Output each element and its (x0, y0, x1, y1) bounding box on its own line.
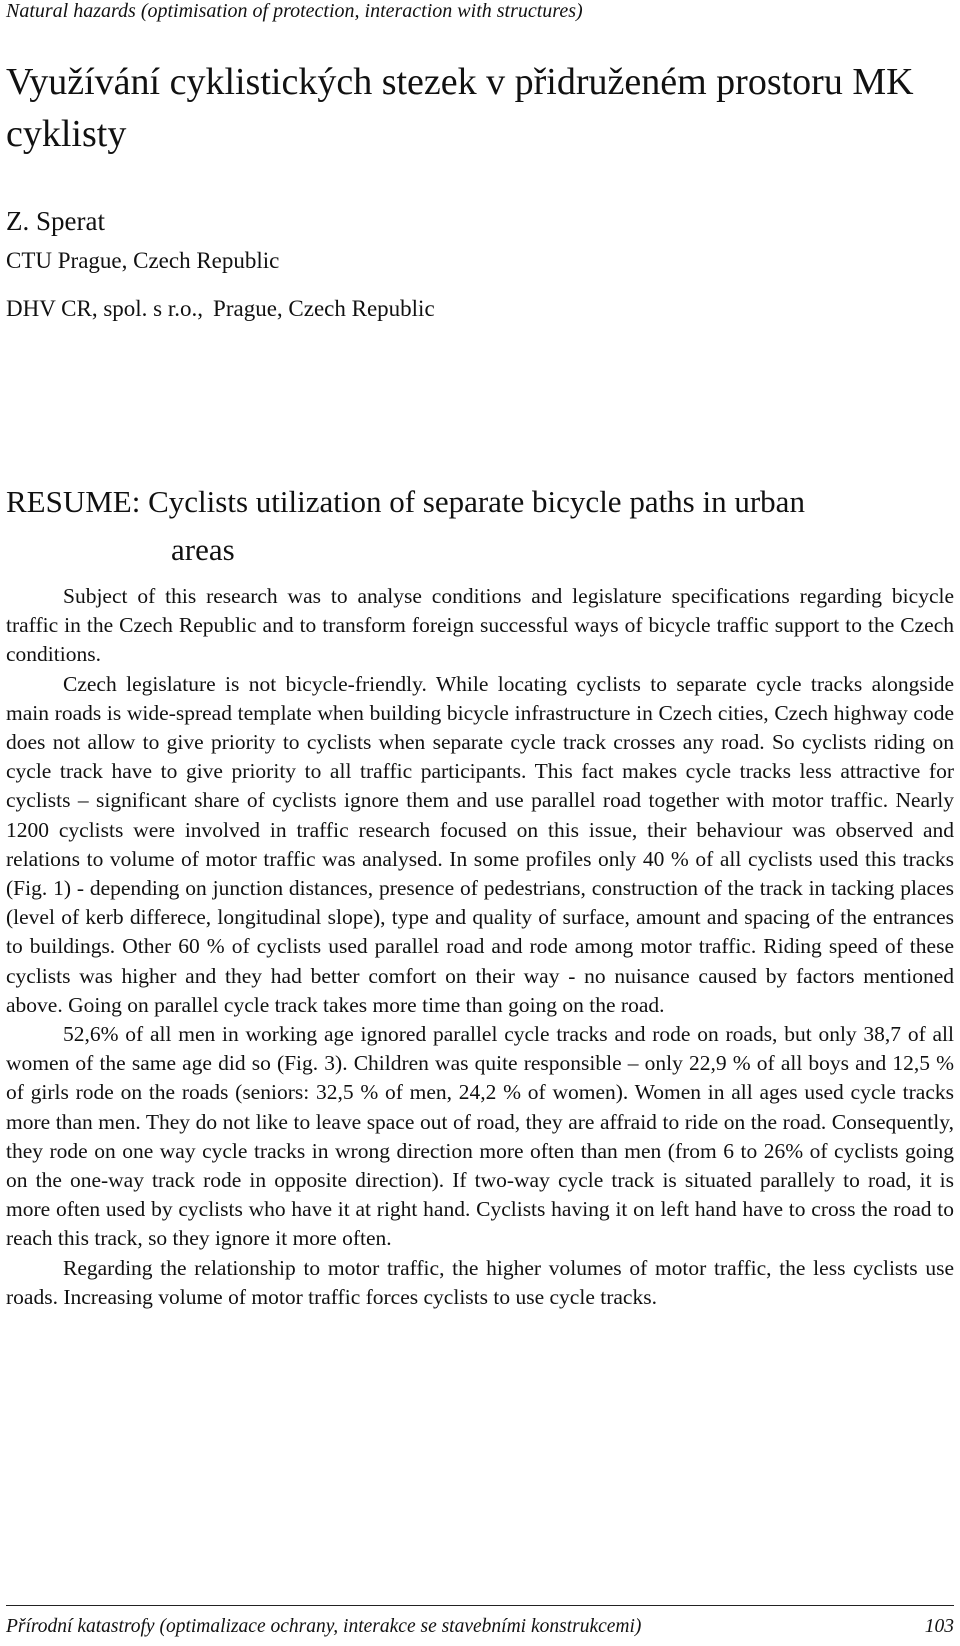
affiliation-1: CTU Prague, Czech Republic (6, 248, 280, 273)
running-head: Natural hazards (optimisation of protection, interaction with structures) (6, 0, 583, 22)
abstract-paragraph: Subject of this research was to analyse conditions and legislature specifications regarding bicycle traffic in the Czech Republic and to transform foreign successful ways of bicycle traffic support to the Czech conditions. (6, 584, 954, 667)
abstract-paragraph: Czech legislature is not bicycle-friendly. While locating cyclists to separate cycle tracks alongside main roads is wide-spread template when building bicycle infrastructure in Czech cities, Czech highway code does not allow to give priority to cyclists when separate cycle track crosses any road. So cyclists riding on cycle track have to give priority to all traffic participants. This fact makes cycle tracks less attractive for cyclists – significant share of cyclists ignore them and use parallel road together with motor traffic. Nearly 1200 cyclists were involved in traffic research focused on this issue, their behaviour was observed and relations to volume of motor traffic was analysed. In some profiles only 40 % of all cyclists used this tracks (Fig. 1) - depending on junction distances, presence of pedestrians, construction of the track in tacking places (level of kerb differece, longitudinal slope), type and quality of surface, amount and spacing of the entrances to buildings. Other 60 % of cyclists used parallel road and rode among motor traffic. Riding speed of these cyclists was higher and they had better comfort on their way - no nuisance caused by factors mentioned above. Going on parallel cycle track takes more time than going on the road. (6, 671, 954, 1017)
affiliation-2-org: DHV CR, spol. s r.o., (6, 296, 204, 321)
page-number: 103 (924, 1616, 954, 1637)
abstract-body (6, 582, 954, 1312)
page-footer (6, 1616, 954, 1638)
paper-title: Využívání cyklistických stezek v přidruženém prostoru MK cyklisty (6, 61, 914, 155)
abstract-paragraph: Regarding the relationship to motor traffic, the higher volumes of motor traffic, the less cyclists use roads. Increasing volume of motor traffic forces cyclists to use cycle tracks. (6, 1255, 954, 1309)
resume-heading-line-2: areas (171, 532, 235, 567)
footer-running-text: Přírodní katastrofy (optimalizace ochrany, interakce se stavebními konstrukcemi) (6, 1616, 642, 1637)
affiliation-2 (6, 296, 435, 322)
resume-heading-line-1: RESUME: Cyclists utilization of separate bicycle paths in urban (6, 484, 805, 519)
author-name: Z. Sperat (6, 206, 105, 236)
footer-rule (6, 1605, 954, 1606)
abstract-paragraph: 52,6% of all men in working age ignored parallel cycle tracks and rode on roads, but only 38,7 of all women of the same age did so (Fig. 3). Children was quite responsible – only 22,9 % of all boys and 12,5 % of girls rode on the roads (seniors: 32,5 % of men, 24,2 % of women). Women in all ages used cycle tracks more than men. They do not like to leave space out of road, they are affraid to ride on the road. Consequently, they rode on one way cycle tracks in wrong direction more often than men (from 6 to 26% of cyclists going on the one-way track rode in opposite direction). If two-way cycle track is situated parallely to road, it is more often used by cyclists who have it at right hand. Cyclists having it on left hand have to cross the road to reach this track, so they ignore it more often. (6, 1022, 954, 1251)
affiliation-2-location: Prague, Czech Republic (213, 296, 435, 321)
resume-heading (6, 478, 805, 574)
